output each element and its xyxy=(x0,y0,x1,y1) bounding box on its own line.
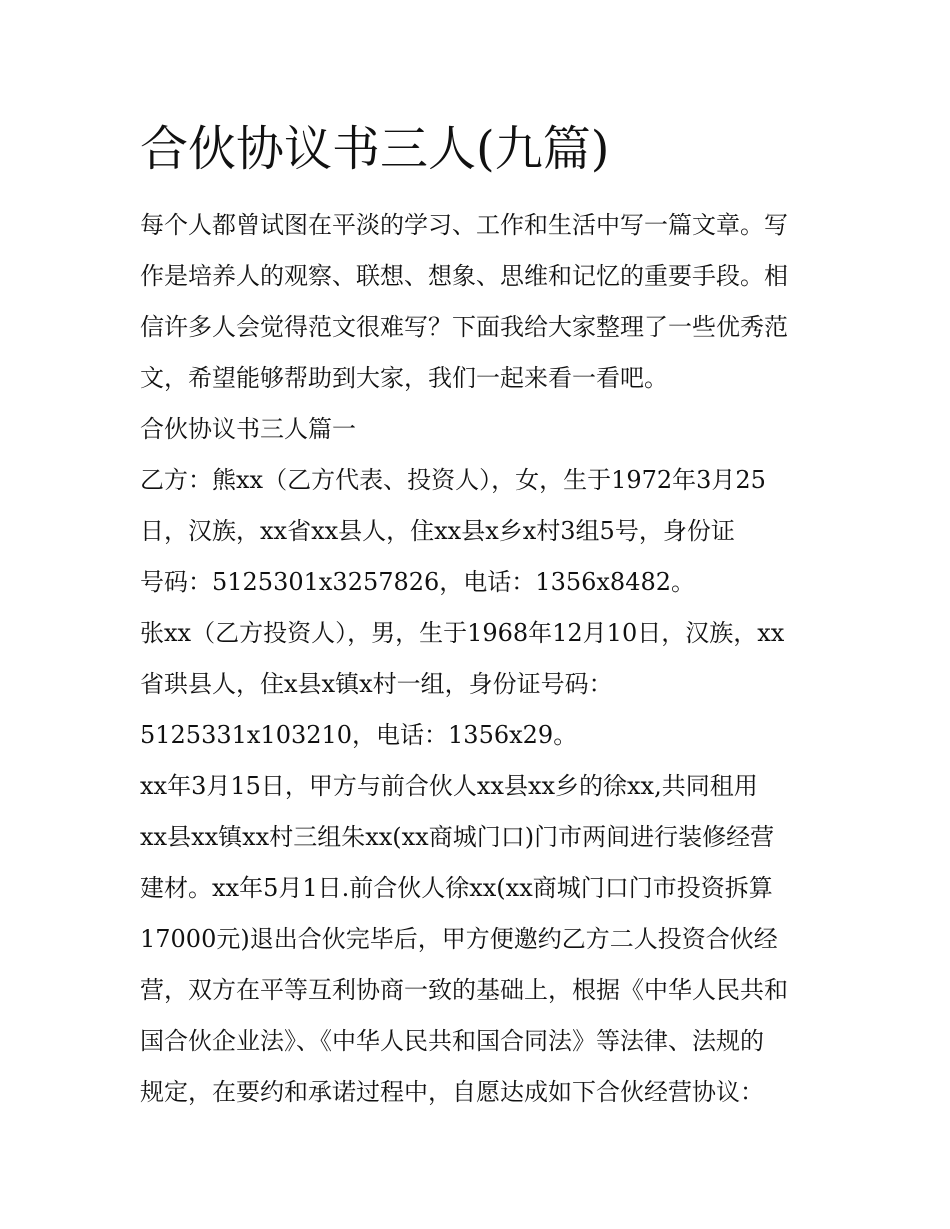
text-line: 日，汉族，xx省xx县人，住xx县x乡x村3组5号，身份证 xyxy=(140,517,735,545)
text-line: 文，希望能够帮助到大家，我们一起来看一看吧。 xyxy=(140,364,668,392)
background-paragraph xyxy=(140,761,812,1118)
document-title: 合伙协议书三人(九篇) xyxy=(140,121,610,177)
text-line: 省珙县人，住x县x镇x村一组，身份证号码： xyxy=(140,670,613,698)
text-line: 规定，在要约和承诺过程中，自愿达成如下合伙经营协议： xyxy=(140,1078,764,1106)
text-line: 作是培养人的观察、联想、想象、思维和记忆的重要手段。相 xyxy=(140,262,788,290)
intro-paragraph xyxy=(140,200,812,404)
text-line: 营，双方在平等互利协商一致的基础上，根据《中华人民共和 xyxy=(140,976,788,1004)
text-line: xx年3月15日，甲方与前合伙人xx县xx乡的徐xx,共同租用 xyxy=(140,772,758,800)
text-line: 每个人都曾试图在平淡的学习、工作和生活中写一篇文章。写 xyxy=(140,211,788,239)
text-line: 张xx（乙方投资人），男，生于1968年12月10日，汉族，xx xyxy=(140,619,785,647)
document-page xyxy=(140,110,812,1118)
text-line: 17000元)退出合伙完毕后，甲方便邀约乙方二人投资合伙经 xyxy=(140,925,778,953)
text-line: 国合伙企业法》、《中华人民共和国合同法》等法律、法规的 xyxy=(140,1027,764,1055)
text-line: 号码：5125301x3257826，电话：1356x8482。 xyxy=(140,568,695,596)
party-b2-paragraph xyxy=(140,608,812,761)
text-line: 乙方：熊xx（乙方代表、投资人），女，生于1972年3月25 xyxy=(140,466,766,494)
party-b1-paragraph xyxy=(140,455,812,608)
section-heading: 合伙协议书三人篇一 xyxy=(140,415,356,443)
text-line: 建材。xx年5月1日.前合伙人徐xx(xx商城门口门市投资拆算 xyxy=(140,874,773,902)
text-line: 信许多人会觉得范文很难写？下面我给大家整理了一些优秀范 xyxy=(140,313,788,341)
text-line: xx县xx镇xx村三组朱xx(xx商城门口)门市两间进行装修经营 xyxy=(140,823,775,851)
text-line: 5125331x103210，电话：1356x29。 xyxy=(140,721,578,749)
